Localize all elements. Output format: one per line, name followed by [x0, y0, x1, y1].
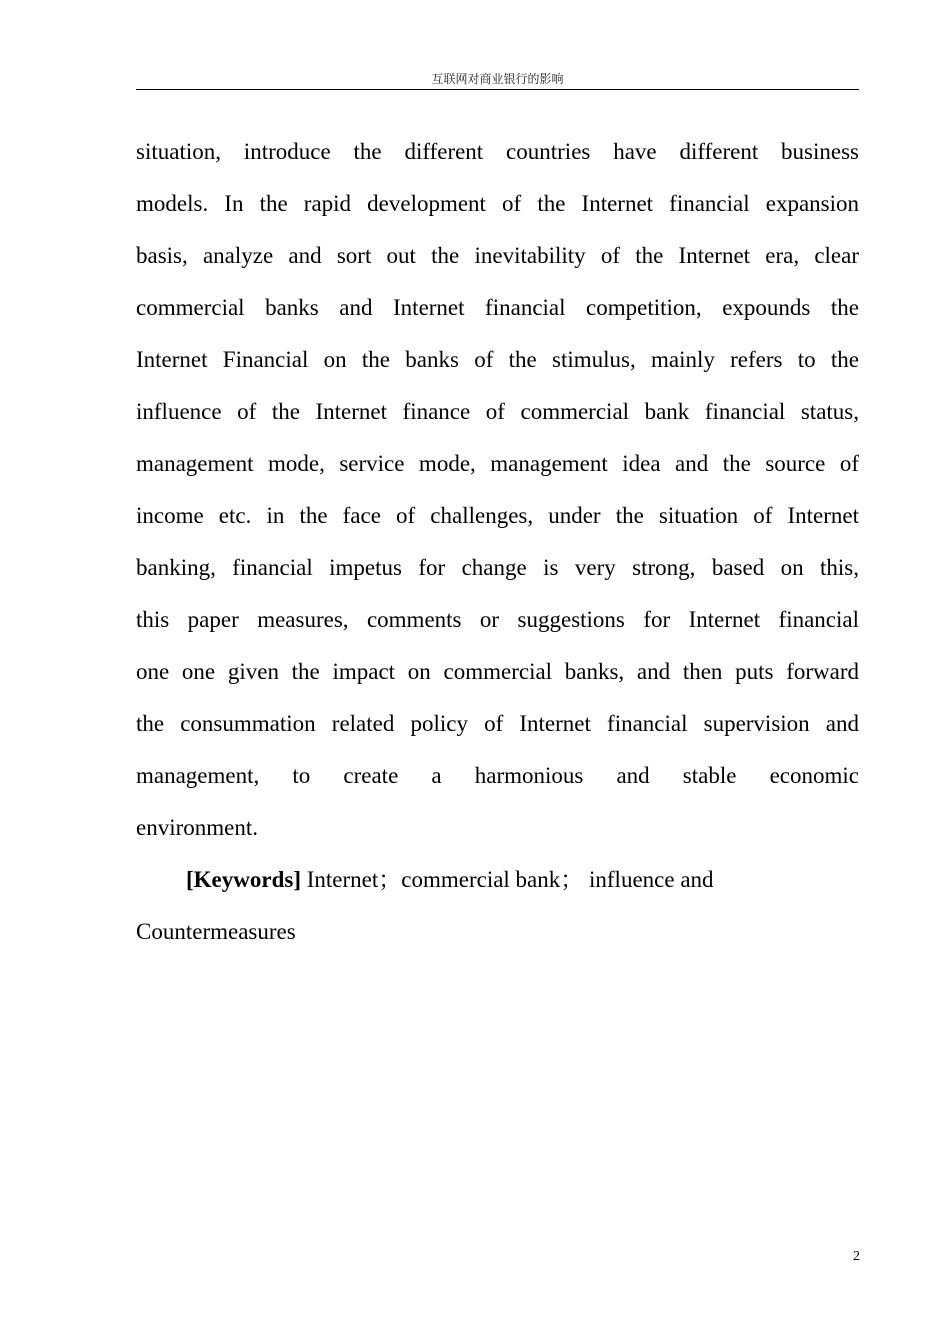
page-number: 2	[853, 1249, 860, 1264]
body-line: Internet Financial on the banks of the stimulus, mainly refers to the	[136, 347, 859, 372]
body-line: basis, analyze and sort out the inevitability of the Internet era, clear	[136, 243, 859, 268]
keywords-line	[136, 854, 859, 906]
body-line: environment.	[136, 815, 258, 840]
running-header	[136, 70, 859, 90]
body-line: management mode, service mode, management idea and the source of	[136, 451, 859, 476]
keywords-line: Countermeasures	[136, 919, 296, 944]
body-line: influence of the Internet finance of commercial bank financial status,	[136, 399, 859, 424]
header-title: 互联网对商业银行的影响	[431, 72, 564, 86]
body-line: situation, introduce the different countries have different business	[136, 139, 859, 164]
body-line: commercial banks and Internet financial competition, expounds the	[136, 295, 859, 320]
body-line: management, to create a harmonious and stable economic	[136, 763, 859, 788]
body-line: this paper measures, comments or suggestions for Internet financial	[136, 607, 859, 632]
keywords-label: [Keywords]	[186, 867, 301, 892]
abstract-body	[136, 126, 859, 854]
keywords-block	[136, 854, 859, 958]
body-line: models. In the rapid development of the Internet financial expansion	[136, 191, 859, 216]
body-line: banking, financial impetus for change is very strong, based on this,	[136, 555, 859, 580]
body-line: one one given the impact on commercial banks, and then puts forward	[136, 659, 859, 684]
keywords-text: Internet；commercial bank； influence and	[300, 867, 714, 892]
body-line: the consummation related policy of Internet financial supervision and	[136, 711, 859, 736]
body-line: income etc. in the face of challenges, under the situation of Internet	[136, 503, 859, 528]
